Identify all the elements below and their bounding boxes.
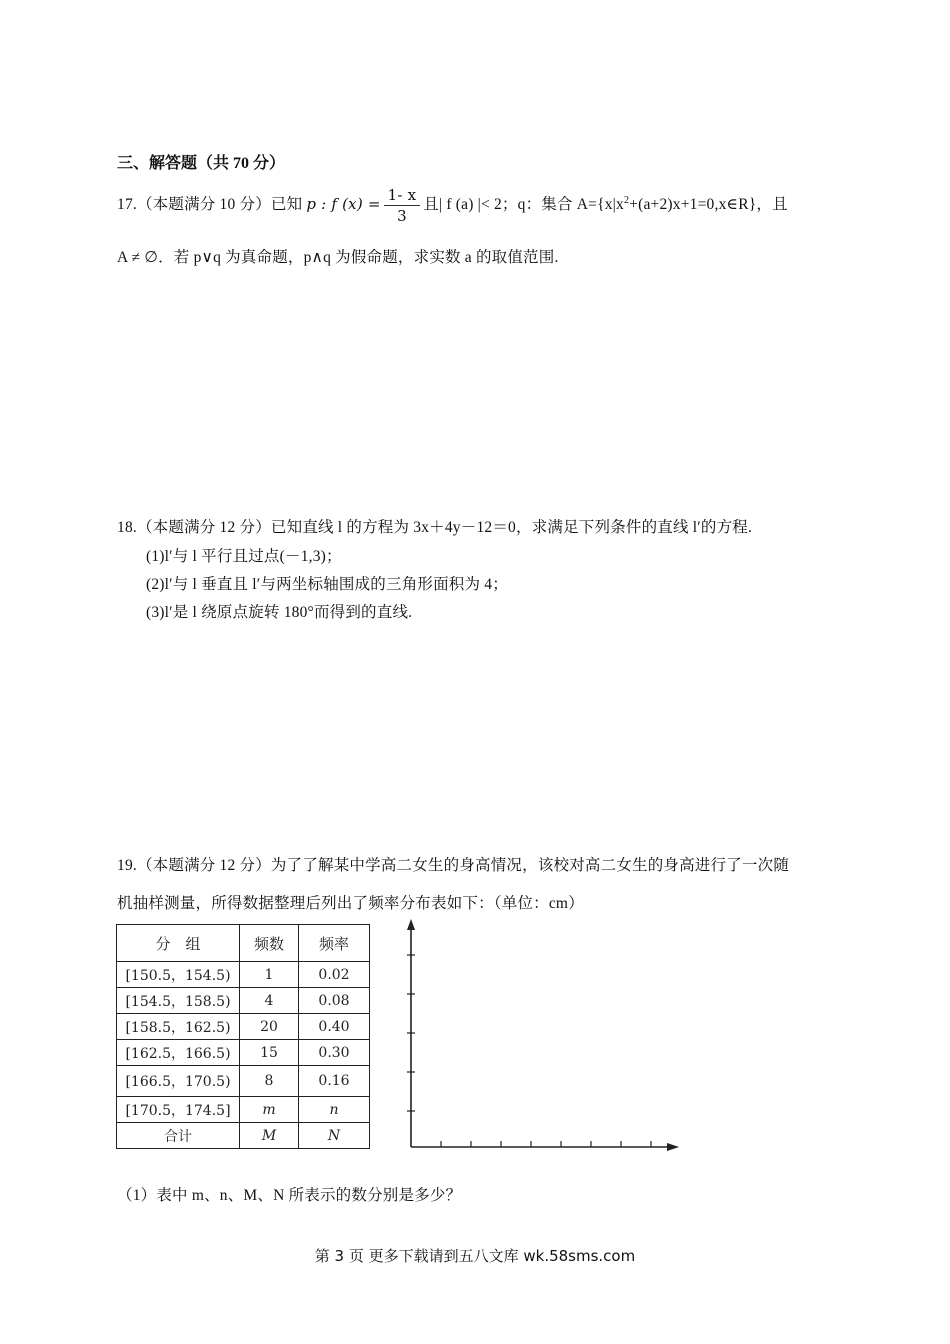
q17-fraction	[384, 186, 421, 225]
q17-frac-num: 1- x	[384, 186, 421, 206]
table-cell: [154.5，158.5)	[117, 988, 240, 1014]
table-cell: [150.5，154.5)	[117, 962, 240, 988]
table-row	[117, 962, 370, 988]
table-header-count: 频数	[240, 925, 299, 962]
table-cell: 8	[240, 1066, 299, 1097]
table-row	[117, 988, 370, 1014]
table-cell: 0.16	[299, 1066, 370, 1097]
table-cell: 合计	[117, 1123, 240, 1149]
q17-line2: A ≠ ∅．若 p∨q 为真命题，p∧q 为假命题，求实数 a 的取值范围.	[117, 249, 559, 266]
q17-line1	[117, 186, 788, 225]
table-cell: [166.5，170.5)	[117, 1066, 240, 1097]
table-header-frequency: 频率	[299, 925, 370, 962]
q17-prefix: 17.（本题满分 10 分）已知	[117, 196, 303, 214]
table-cell: 0.02	[299, 962, 370, 988]
q17-sup: 2	[623, 194, 630, 206]
q18-line1: 18.（本题满分 12 分）已知直线 l 的方程为 3x＋4y－12＝0，求满足下列条件的直线 l′的方程.	[117, 519, 753, 536]
table-header-row	[117, 925, 370, 962]
q18-item2: (2)l′与 l 垂直且 l′与两坐标轴围成的三角形面积为 4；	[146, 576, 508, 593]
table-cell: 0.30	[299, 1040, 370, 1066]
page-footer: 第 3 页 更多下载请到五八文库 wk.58sms.com	[314, 1247, 636, 1265]
q19-line2: 机抽样测量，所得数据整理后列出了频率分布表如下：（单位：cm）	[117, 895, 584, 912]
table-row	[117, 1097, 370, 1123]
blank-axes	[395, 915, 685, 1160]
q17-frac-den: 3	[397, 207, 407, 225]
table-cell: 15	[240, 1040, 299, 1066]
table-cell: 1	[240, 962, 299, 988]
x-axis-arrow-icon	[667, 1143, 679, 1151]
q18-item1: (1)l′与 l 平行且过点(－1,3)；	[146, 548, 342, 565]
q19-sub1: （1）表中 m、n、M、N 所表示的数分别是多少？	[117, 1187, 462, 1204]
q17-p-label: p : f (x) =	[306, 195, 381, 214]
table-row	[117, 1066, 370, 1097]
table-cell: 20	[240, 1014, 299, 1040]
y-axis-arrow-icon	[407, 919, 415, 930]
table-total-row	[117, 1123, 370, 1149]
table-cell: [158.5，162.5)	[117, 1014, 240, 1040]
table-cell: [162.5，166.5)	[117, 1040, 240, 1066]
q18-item3: (3)l′是 l 绕原点旋转 180°而得到的直线.	[146, 604, 413, 621]
q19-line1: 19.（本题满分 12 分）为了了解某中学高二女生的身高情况，该校对高二女生的身高进行了一次随	[117, 857, 790, 874]
table-cell: N	[299, 1123, 370, 1149]
table-cell: m	[240, 1097, 299, 1123]
table-row	[117, 1014, 370, 1040]
q17-rest: +(a+2)x+1=0,x∈R}，且	[629, 196, 788, 214]
frequency-table	[116, 924, 370, 1149]
table-cell: 0.08	[299, 988, 370, 1014]
table-cell: 0.40	[299, 1014, 370, 1040]
section-title: 三、解答题（共 70 分）	[117, 155, 286, 172]
table-cell: 4	[240, 988, 299, 1014]
table-cell: n	[299, 1097, 370, 1123]
table-cell: [170.5，174.5]	[117, 1097, 240, 1123]
table-cell: M	[240, 1123, 299, 1149]
q17-mid: 且| f (a) |< 2；q：集合 A={x|x	[423, 196, 624, 214]
table-row	[117, 1040, 370, 1066]
table-header-group: 分 组	[117, 925, 240, 962]
